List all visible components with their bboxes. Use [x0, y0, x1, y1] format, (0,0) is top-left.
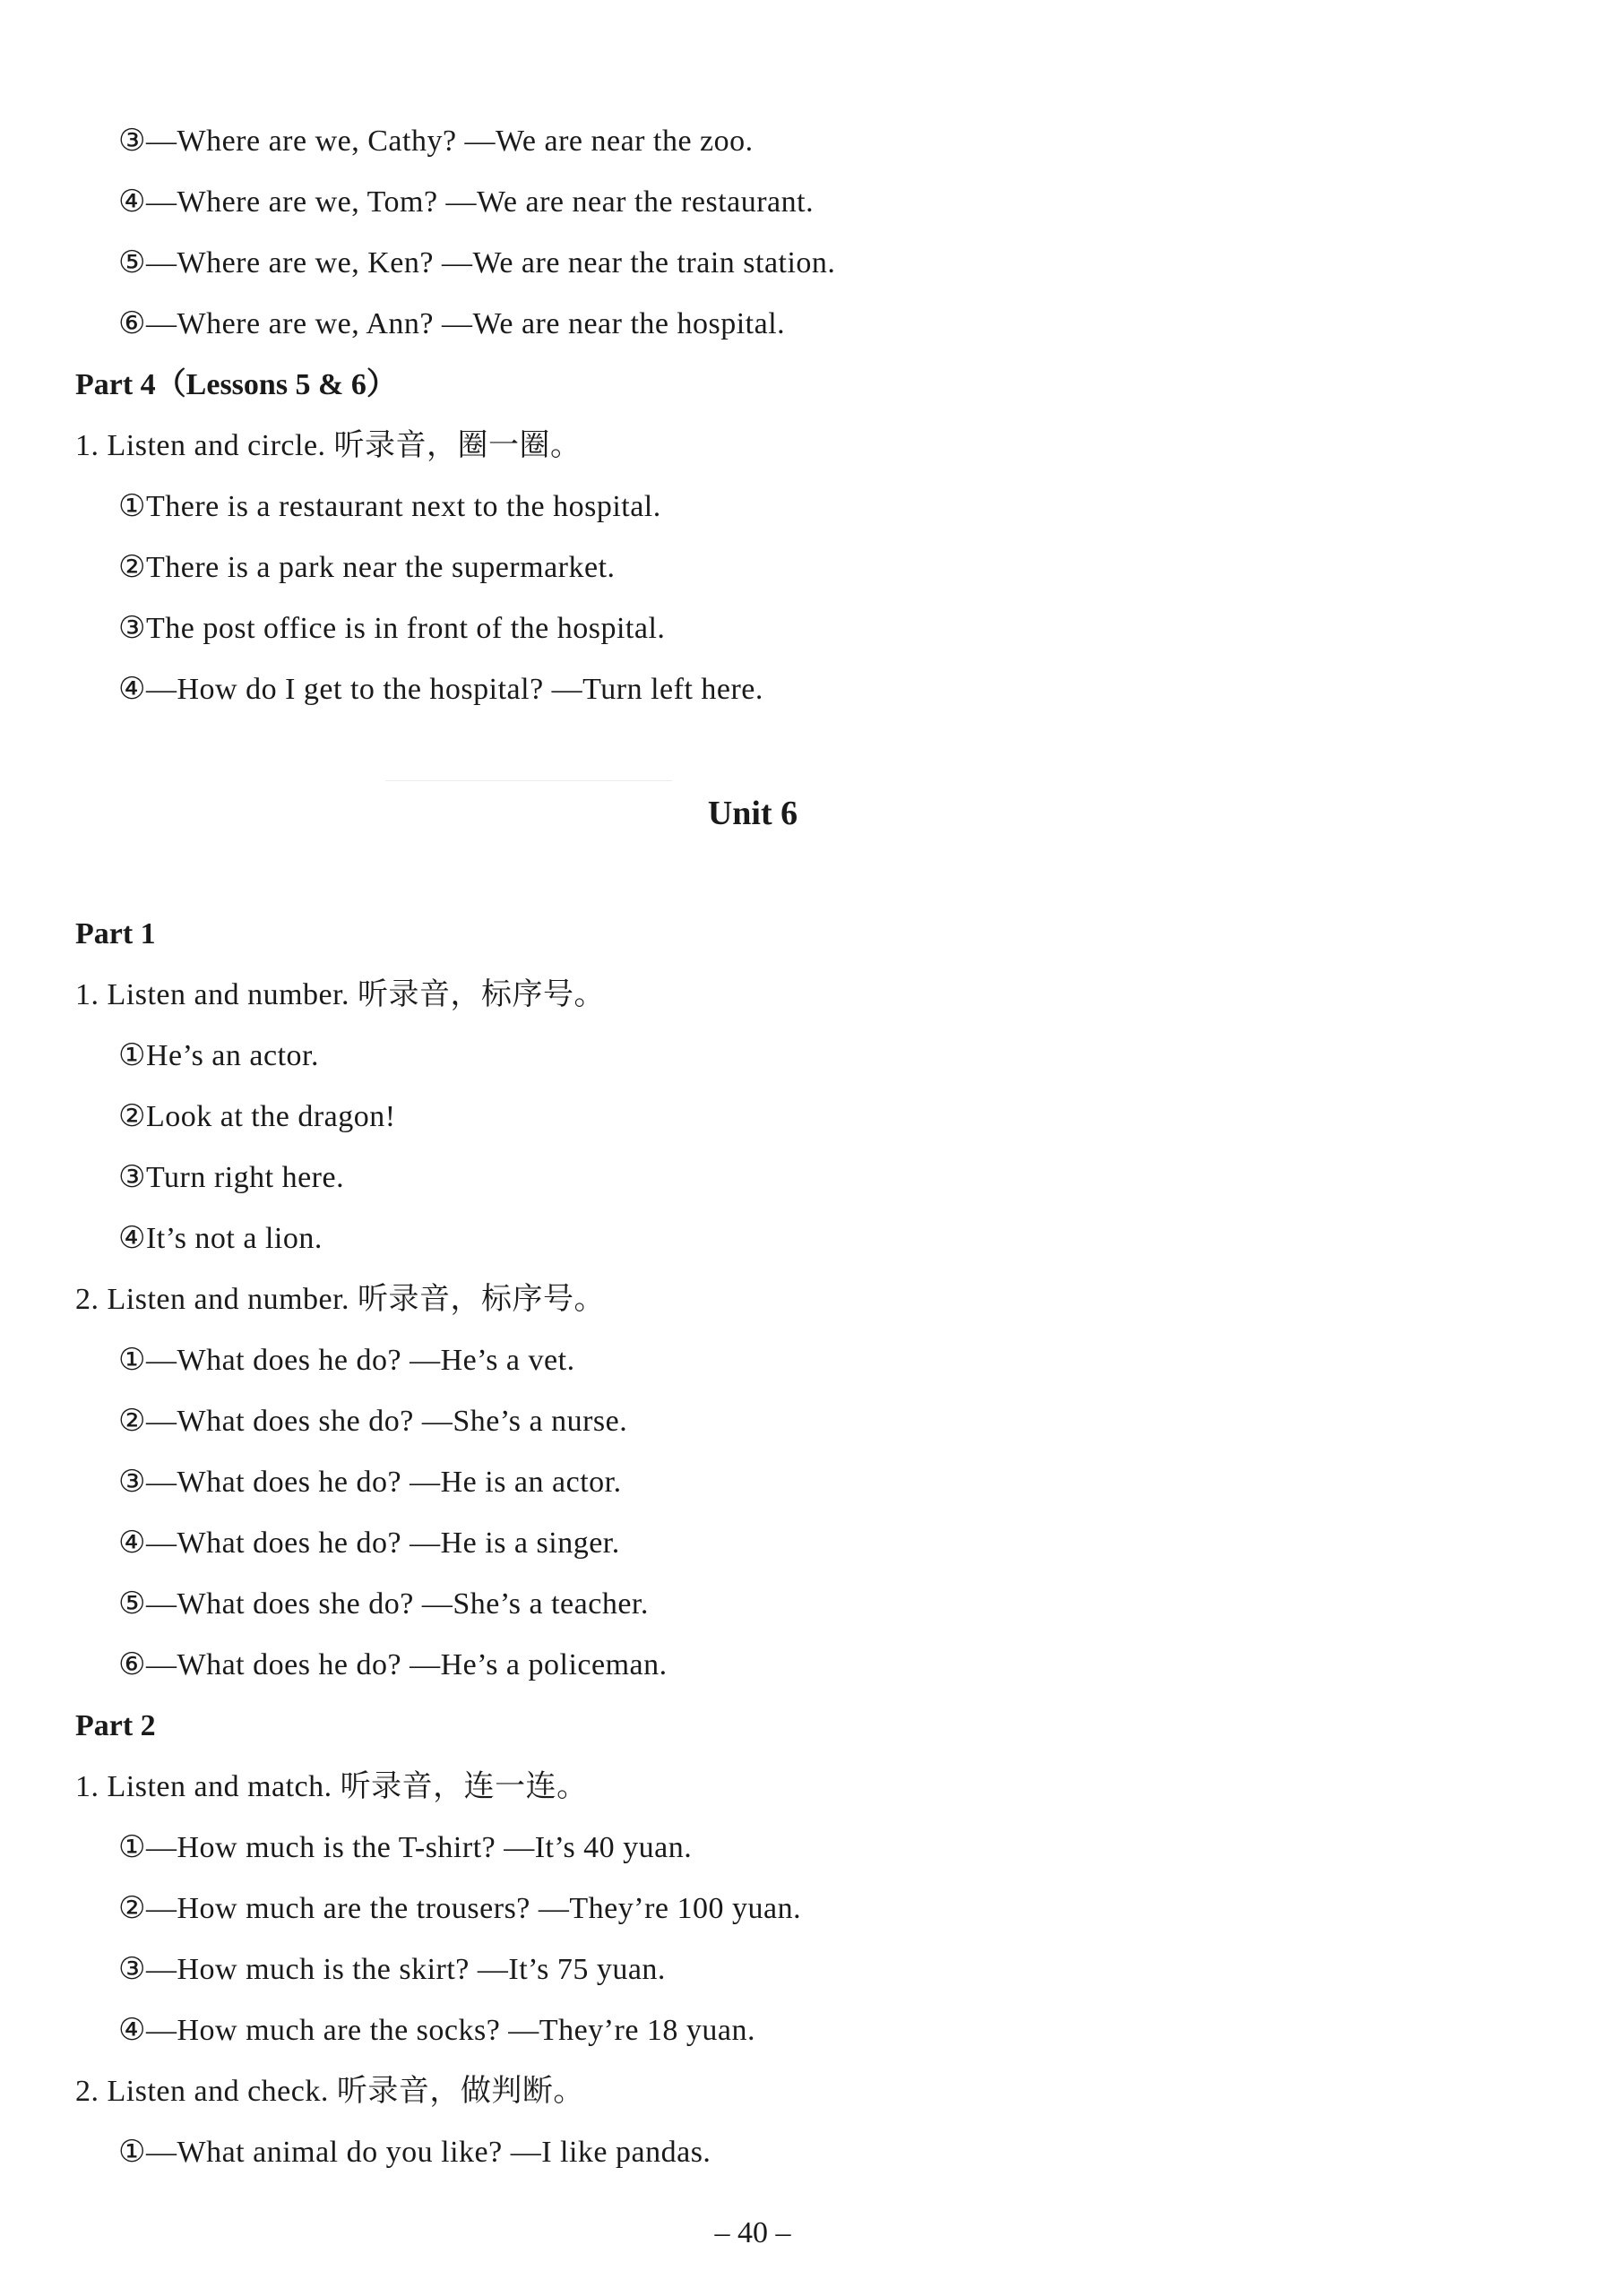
- transcript-line: ②—How much are the trousers? —They’re 100 yuan.: [118, 1892, 802, 1925]
- transcript-line: ④—Where are we, Tom? —We are near the restaurant.: [118, 185, 815, 219]
- transcript-line: ④—How much are the socks? —They’re 18 yuan.: [118, 2014, 755, 2047]
- transcript-line: ⑥—What does he do? —He’s a policeman.: [118, 1648, 668, 1681]
- transcript-line: ①He’s an actor.: [118, 1039, 319, 1072]
- transcript-line: ③The post office is in front of the hospital.: [118, 612, 666, 645]
- question-title: 2. Listen and number. 听录音，标序号。: [75, 1283, 606, 1316]
- transcript-line: ②Look at the dragon!: [118, 1100, 396, 1133]
- transcript-line: ⑥—Where are we, Ann? —We are near the hospital.: [118, 307, 786, 340]
- transcript-line: ③—What does he do? —He is an actor.: [118, 1466, 622, 1499]
- page-number: – 40 –: [714, 2216, 791, 2249]
- question-title: 1. Listen and match. 听录音，连一连。: [75, 1770, 588, 1803]
- question-title: 1. Listen and circle. 听录音，圈一圈。: [75, 429, 582, 462]
- part-heading: Part 1: [75, 917, 156, 950]
- question-title: 2. Listen and check. 听录音，做判断。: [75, 2075, 584, 2108]
- transcript-line: ②There is a park near the supermarket.: [118, 551, 616, 584]
- transcript-line: ②—What does she do? —She’s a nurse.: [118, 1405, 628, 1438]
- transcript-line: ④—How do I get to the hospital? —Turn left here.: [118, 673, 763, 706]
- question-title: 1. Listen and number. 听录音，标序号。: [75, 978, 606, 1011]
- divider: [385, 780, 672, 781]
- transcript-line: ③Turn right here.: [118, 1161, 345, 1194]
- transcript-line: ⑤—What does she do? —She’s a teacher.: [118, 1587, 649, 1621]
- part-heading: Part 2: [75, 1709, 156, 1742]
- transcript-line: ③—How much is the skirt? —It’s 75 yuan.: [118, 1953, 666, 1986]
- unit-title: Unit 6: [707, 795, 798, 832]
- part-heading: Part 4（Lessons 5 & 6）: [75, 368, 397, 401]
- transcript-line: ①—What animal do you like? —I like pandas.: [118, 2136, 711, 2169]
- transcript-line: ①—How much is the T-shirt? —It’s 40 yuan.: [118, 1831, 693, 1864]
- transcript-line: ④It’s not a lion.: [118, 1222, 323, 1255]
- transcript-line: ③—Where are we, Cathy? —We are near the zoo.: [118, 125, 754, 158]
- transcript-line: ①—What does he do? —He’s a vet.: [118, 1344, 575, 1377]
- transcript-line: ①There is a restaurant next to the hospital.: [118, 490, 661, 523]
- transcript-line: ④—What does he do? —He is a singer.: [118, 1526, 620, 1560]
- transcript-line: ⑤—Where are we, Ken? —We are near the train station.: [118, 246, 836, 279]
